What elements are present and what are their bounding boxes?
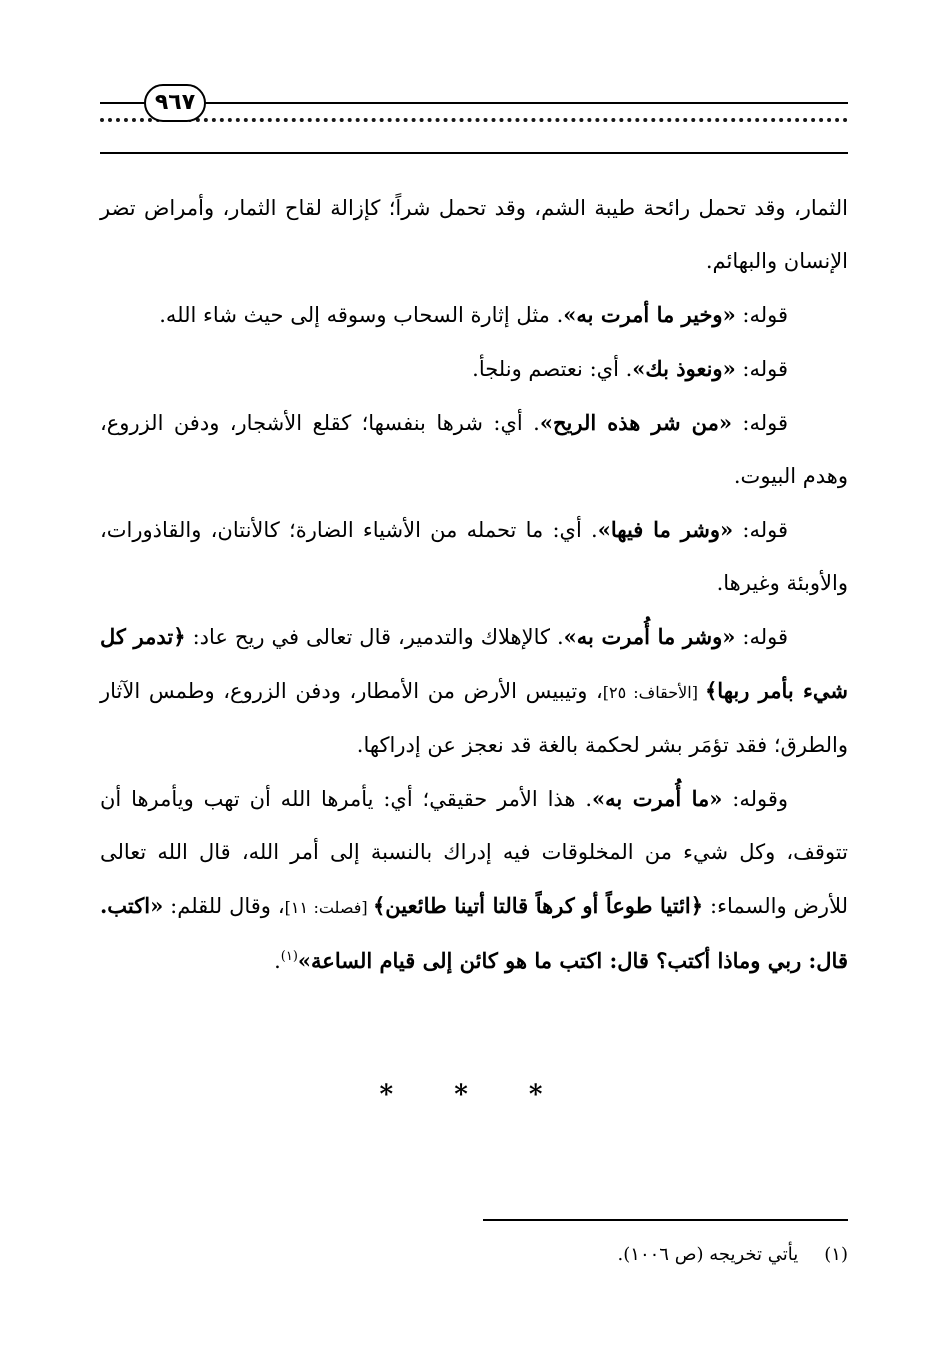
paragraph: [100, 342, 848, 396]
quoted-text: «من شر هذه الريح»: [539, 410, 732, 435]
quoted-text: «اكتب. قال: ربي وماذا أكتب؟ قال: اكتب ما هو كائن إلى قيام الساعة»: [100, 893, 848, 973]
paragraph: [100, 182, 848, 288]
body-text: [100, 182, 848, 988]
paragraph-text: . مثل إثارة السحاب وسوقه إلى حيث شاء الله.: [159, 303, 564, 327]
quoted-text: «وشر ما أُمرت به»: [563, 624, 736, 649]
footnote-reference: (١): [280, 949, 298, 964]
section-separator: * * *: [379, 1080, 569, 1110]
paragraph-text: . هذا الأمر حقيقي؛ أي: يأمرها الله أن تهب ويأمرها أن تتوقف، وكل شيء من المخلوقات فيه إدراك بالنسبة إلى أمر الله، قال الله تعالى للأرض والسماء:: [100, 787, 849, 918]
footnote-rule: [483, 1219, 848, 1221]
footnote-item: [100, 1240, 848, 1270]
page-header: [100, 82, 848, 162]
footnote-text: يأتي تخريجه (ص ١٠٠٦).: [617, 1244, 799, 1265]
quoted-text: «وخير ما أمرت به»: [563, 302, 736, 327]
paragraph: [100, 503, 848, 610]
paragraph-text: قوله:: [735, 625, 789, 649]
paragraph: [100, 396, 848, 503]
quoted-text: «ما أُمرت به»: [592, 786, 723, 811]
paragraph: [100, 772, 848, 988]
quoted-text: ﴿ائتيا طوعاً أو كرهاً قالتا أتينا طائعين﴾: [372, 893, 704, 918]
paragraph-text: ، وقال للقلم:: [163, 894, 285, 918]
header-top-rule: [100, 102, 848, 104]
paragraph-text: .: [274, 949, 281, 973]
paragraph-text: . أي: ما تحمله من الأشياء الضارة؛ كالأنتان، والقاذورات، والأوبئة وغيرها.: [100, 518, 848, 595]
header-dotted-rule: [100, 118, 848, 134]
paragraph-text: . أي: شرها بنفسها؛ كقلع الأشجار، ودفن الزروع، وهدم البيوت.: [100, 411, 848, 488]
paragraph-text: قوله:: [735, 357, 788, 381]
page-number: ٩٦٧: [144, 84, 206, 122]
paragraph-text: وقوله:: [722, 787, 789, 811]
quoted-text: «ونعوذ بك»: [632, 356, 736, 381]
citation: [فصلت: ١١]: [284, 898, 373, 917]
quoted-text: ﴿تدمر كل شيء بأمر ربها﴾: [100, 624, 848, 703]
paragraph-text: قوله:: [733, 518, 788, 542]
paragraph: [100, 610, 848, 772]
quoted-text: «وشر ما فيها»: [597, 517, 734, 542]
citation: [الأحقاف: ٢٥]: [602, 683, 705, 702]
paragraph-text: ، وتيبيس الأرض من الأمطار، ودفن الزروع، وطمس الآثار والطرق؛ فقد تؤمَر بشر لحكمة بالغة قد نعجز عن إدراكها.: [100, 679, 848, 757]
paragraph-text: . كالإهلاك والتدمير، قال تعالى في ريح عاد:: [185, 625, 564, 649]
footnotes: [100, 1240, 848, 1270]
paragraph: [100, 288, 848, 342]
header-bottom-rule: [100, 152, 848, 154]
paragraph-text: قوله:: [731, 411, 789, 435]
paragraph-text: . أي: نعتصم ونلجأ.: [472, 357, 633, 381]
footnote-number: (١): [824, 1244, 848, 1265]
paragraph-text: قوله:: [735, 303, 788, 327]
paragraph-text: الثمار، وقد تحمل رائحة طيبة الشم، وقد تحمل شراً؛ كإزالة لقاح الثمار، وأمراض تضر الإنسان والبهائم.: [100, 196, 848, 273]
